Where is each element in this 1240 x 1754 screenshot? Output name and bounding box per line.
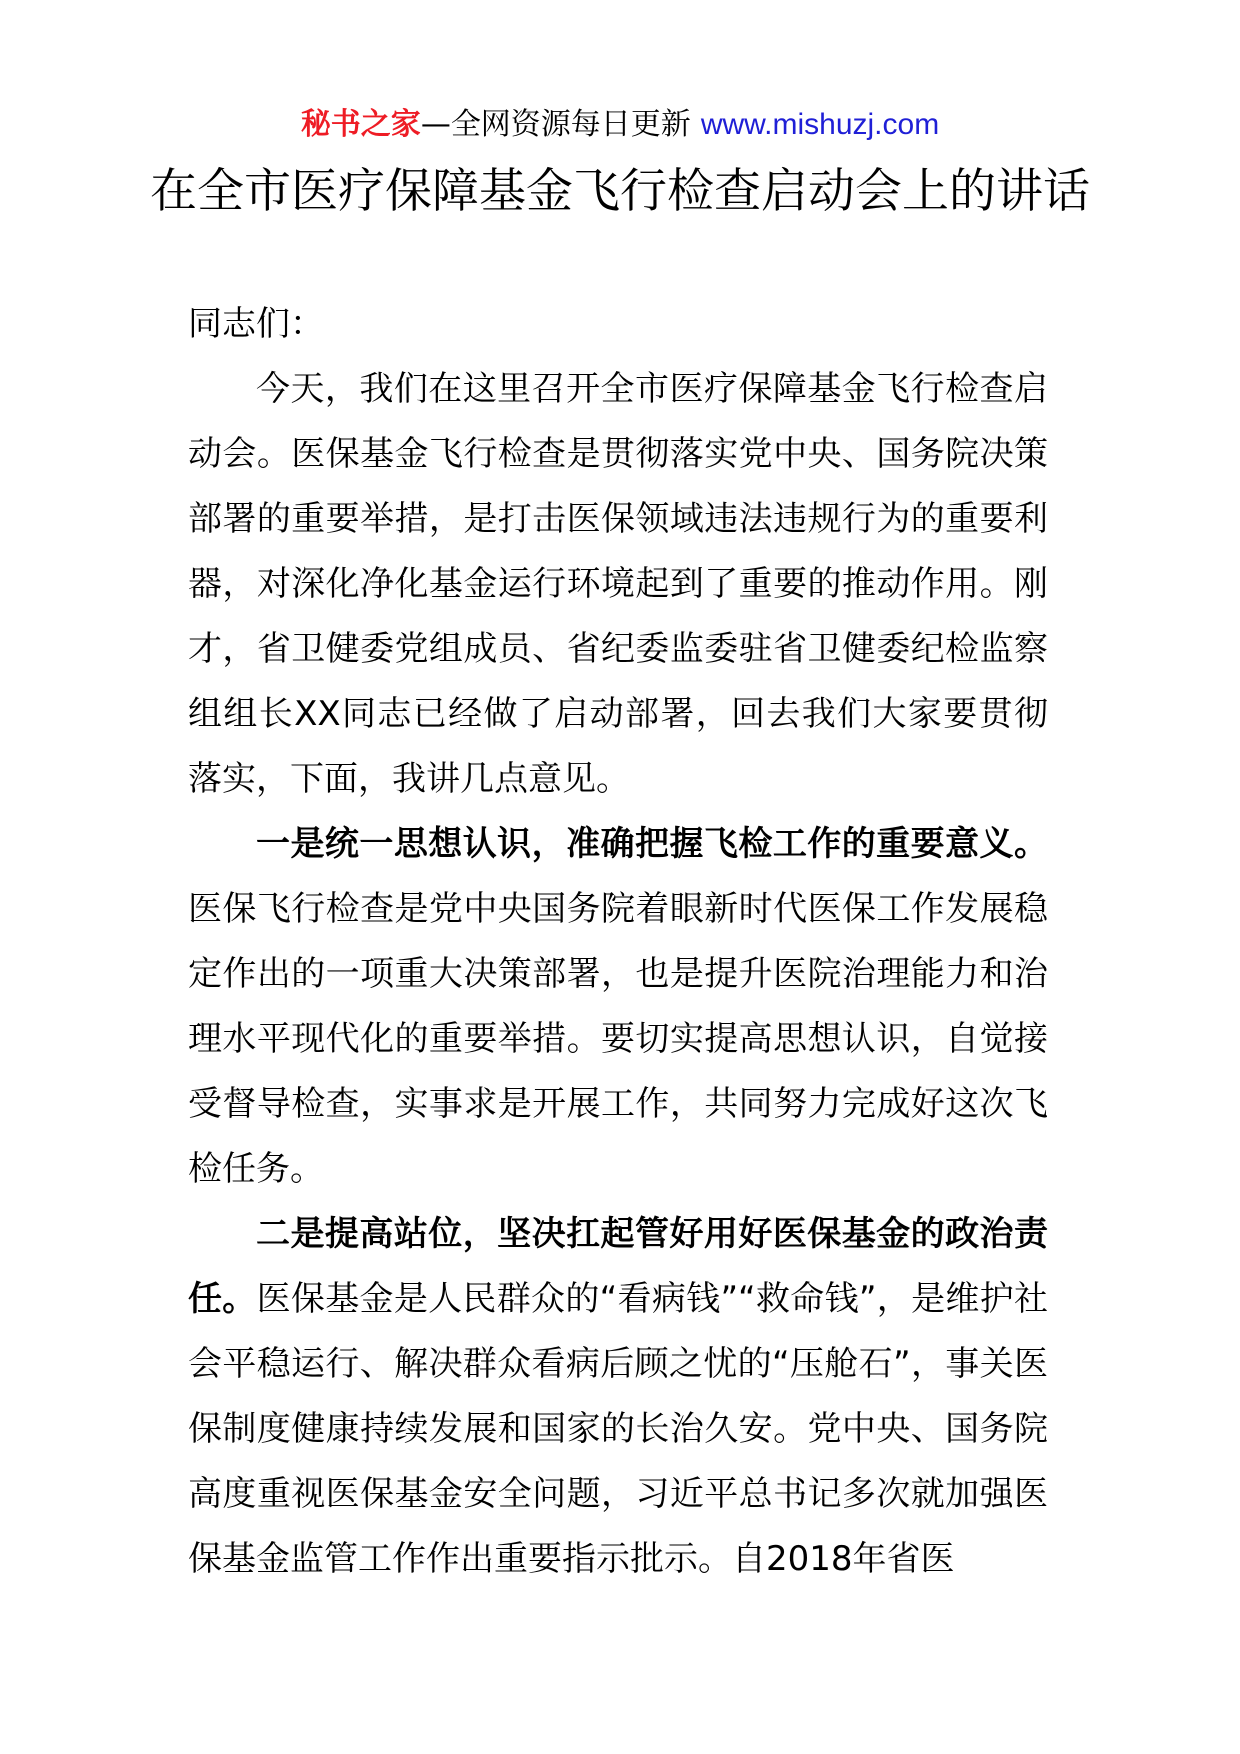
brand-name: 秘书之家 [300, 107, 421, 142]
paragraph-intro [188, 357, 1048, 812]
salutation: 同志们： [188, 304, 324, 344]
paragraph-text: 今天，我们在这里召开全市医疗保障基金飞行检查启动会。医保基金飞行检查是贯彻落实党中央、国务院决策部署的重要举措，是打击医保领域违法违规行为的重要利器，对深化净化基金运行环境起到了重要的推动作用。刚才，省卫健委党组成员、省纪委监委驻省卫健委纪检监察组组长XX同志已经做了启动部署，回去我们大家要贯彻落实，下面，我讲几点意见。 [188, 369, 1048, 799]
site-url-link[interactable]: www.mishuzj.com [700, 108, 940, 141]
paragraph-text: 医保飞行检查是党中央国务院着眼新时代医保工作发展稳定作出的一项重大决策部署，也是提升医院治理能力和治理水平现代化的重要举措。要切实提高思想认识，自觉接受督导检查，实事求是开展工作，共同努力完成好这次飞检任务。 [188, 889, 1048, 1189]
paragraph-point-one [188, 812, 1048, 1202]
document-title: 在全市医疗保障基金飞行检查启动会上的讲话 [150, 164, 1090, 219]
paragraph-heading: 二是提高站位，坚决扛起管好用好医保基金的政治责任。 [188, 1214, 1048, 1319]
paragraph-text: 医保基金是人民群众的“看病钱”“救命钱”，是维护社会平稳运行、解决群众看病后顾之忧的“压舱石”，事关医保制度健康持续发展和国家的长治久安。党中央、国务院高度重视医保基金安全问题，习近平总书记多次就加强医保基金监管工作作出重要指示批示。自2018年省医 [188, 1279, 1048, 1579]
paragraph-point-two [188, 1202, 1048, 1592]
site-header [0, 100, 1240, 150]
paragraph-heading: 一是统一思想认识，准确把握飞检工作的重要意义。 [256, 824, 1048, 864]
document-body [188, 292, 1048, 1592]
site-slogan: —全网资源每日更新 [420, 107, 691, 142]
